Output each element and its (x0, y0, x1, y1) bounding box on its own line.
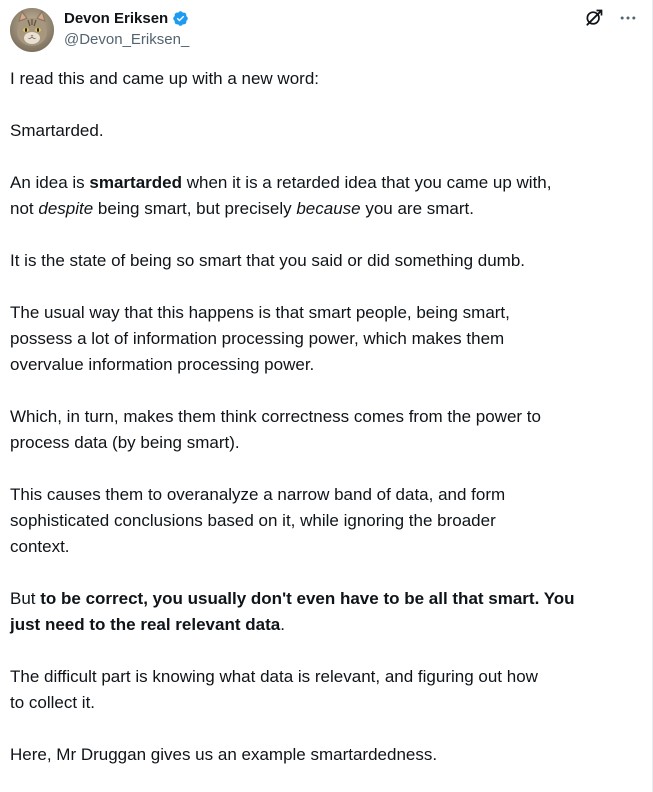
text-span: I read this and came up with a new word: (10, 69, 319, 88)
paragraph-4 (10, 248, 642, 274)
text-span: . (280, 615, 285, 634)
text-line: to collect it. (10, 693, 96, 712)
text-span: when it is a retarded idea that you came up with, (182, 173, 552, 192)
paragraph-9 (10, 664, 642, 716)
bold-text: just need to the real relevant data (10, 615, 281, 634)
text-span: Smartarded. (10, 121, 104, 140)
paragraph-10 (10, 742, 642, 768)
bold-term: smartarded (89, 173, 182, 192)
tweet-header (10, 6, 650, 54)
paragraph-7 (10, 482, 642, 560)
author-handle[interactable]: @Devon_Eriksen_ (64, 31, 190, 48)
paragraph-2 (10, 118, 642, 144)
text-line: The difficult part is knowing what data is relevant, and figuring out how (10, 667, 538, 686)
tweet-text (10, 66, 642, 768)
text-span: being smart, but precisely (93, 199, 297, 218)
paragraph-5 (10, 300, 642, 378)
paragraph-1 (10, 66, 642, 92)
text-span: Here, Mr Druggan gives us an example smartardedness. (10, 745, 438, 764)
display-name[interactable]: Devon Eriksen (64, 9, 169, 27)
text-span: you are smart. (360, 199, 474, 218)
text-span: But (10, 589, 41, 608)
italic-word: because (296, 199, 361, 218)
author-block (64, 8, 189, 48)
bold-text: to be correct, you usually don't even have to be all that smart. You (40, 589, 575, 608)
text-line: Which, in turn, makes them think correctness comes from the power to (10, 407, 541, 426)
paragraph-6 (10, 404, 642, 456)
text-line: possess a lot of information processing power, which makes them (10, 329, 505, 348)
text-span: It is the state of being so smart that you said or did something dumb. (10, 251, 525, 270)
text-span: An idea is (10, 173, 90, 192)
header-actions (584, 8, 638, 28)
more-dots-icon[interactable] (618, 8, 638, 28)
verified-badge-icon[interactable] (172, 10, 189, 27)
grok-icon[interactable] (584, 8, 604, 28)
text-line: sophisticated conclusions based on it, while ignoring the broader (10, 511, 496, 530)
paragraph-3 (10, 170, 642, 222)
italic-word: despite (38, 199, 94, 218)
text-span: not (10, 199, 39, 218)
text-line: process data (by being smart). (10, 433, 240, 452)
cat-avatar-icon (10, 8, 54, 52)
text-line: overvalue information processing power. (10, 355, 315, 374)
paragraph-8 (10, 586, 642, 638)
text-line: context. (10, 537, 70, 556)
name-row (64, 8, 189, 28)
text-line: This causes them to overanalyze a narrow band of data, and form (10, 485, 506, 504)
text-line: The usual way that this happens is that smart people, being smart, (10, 303, 510, 322)
avatar[interactable] (10, 8, 54, 52)
